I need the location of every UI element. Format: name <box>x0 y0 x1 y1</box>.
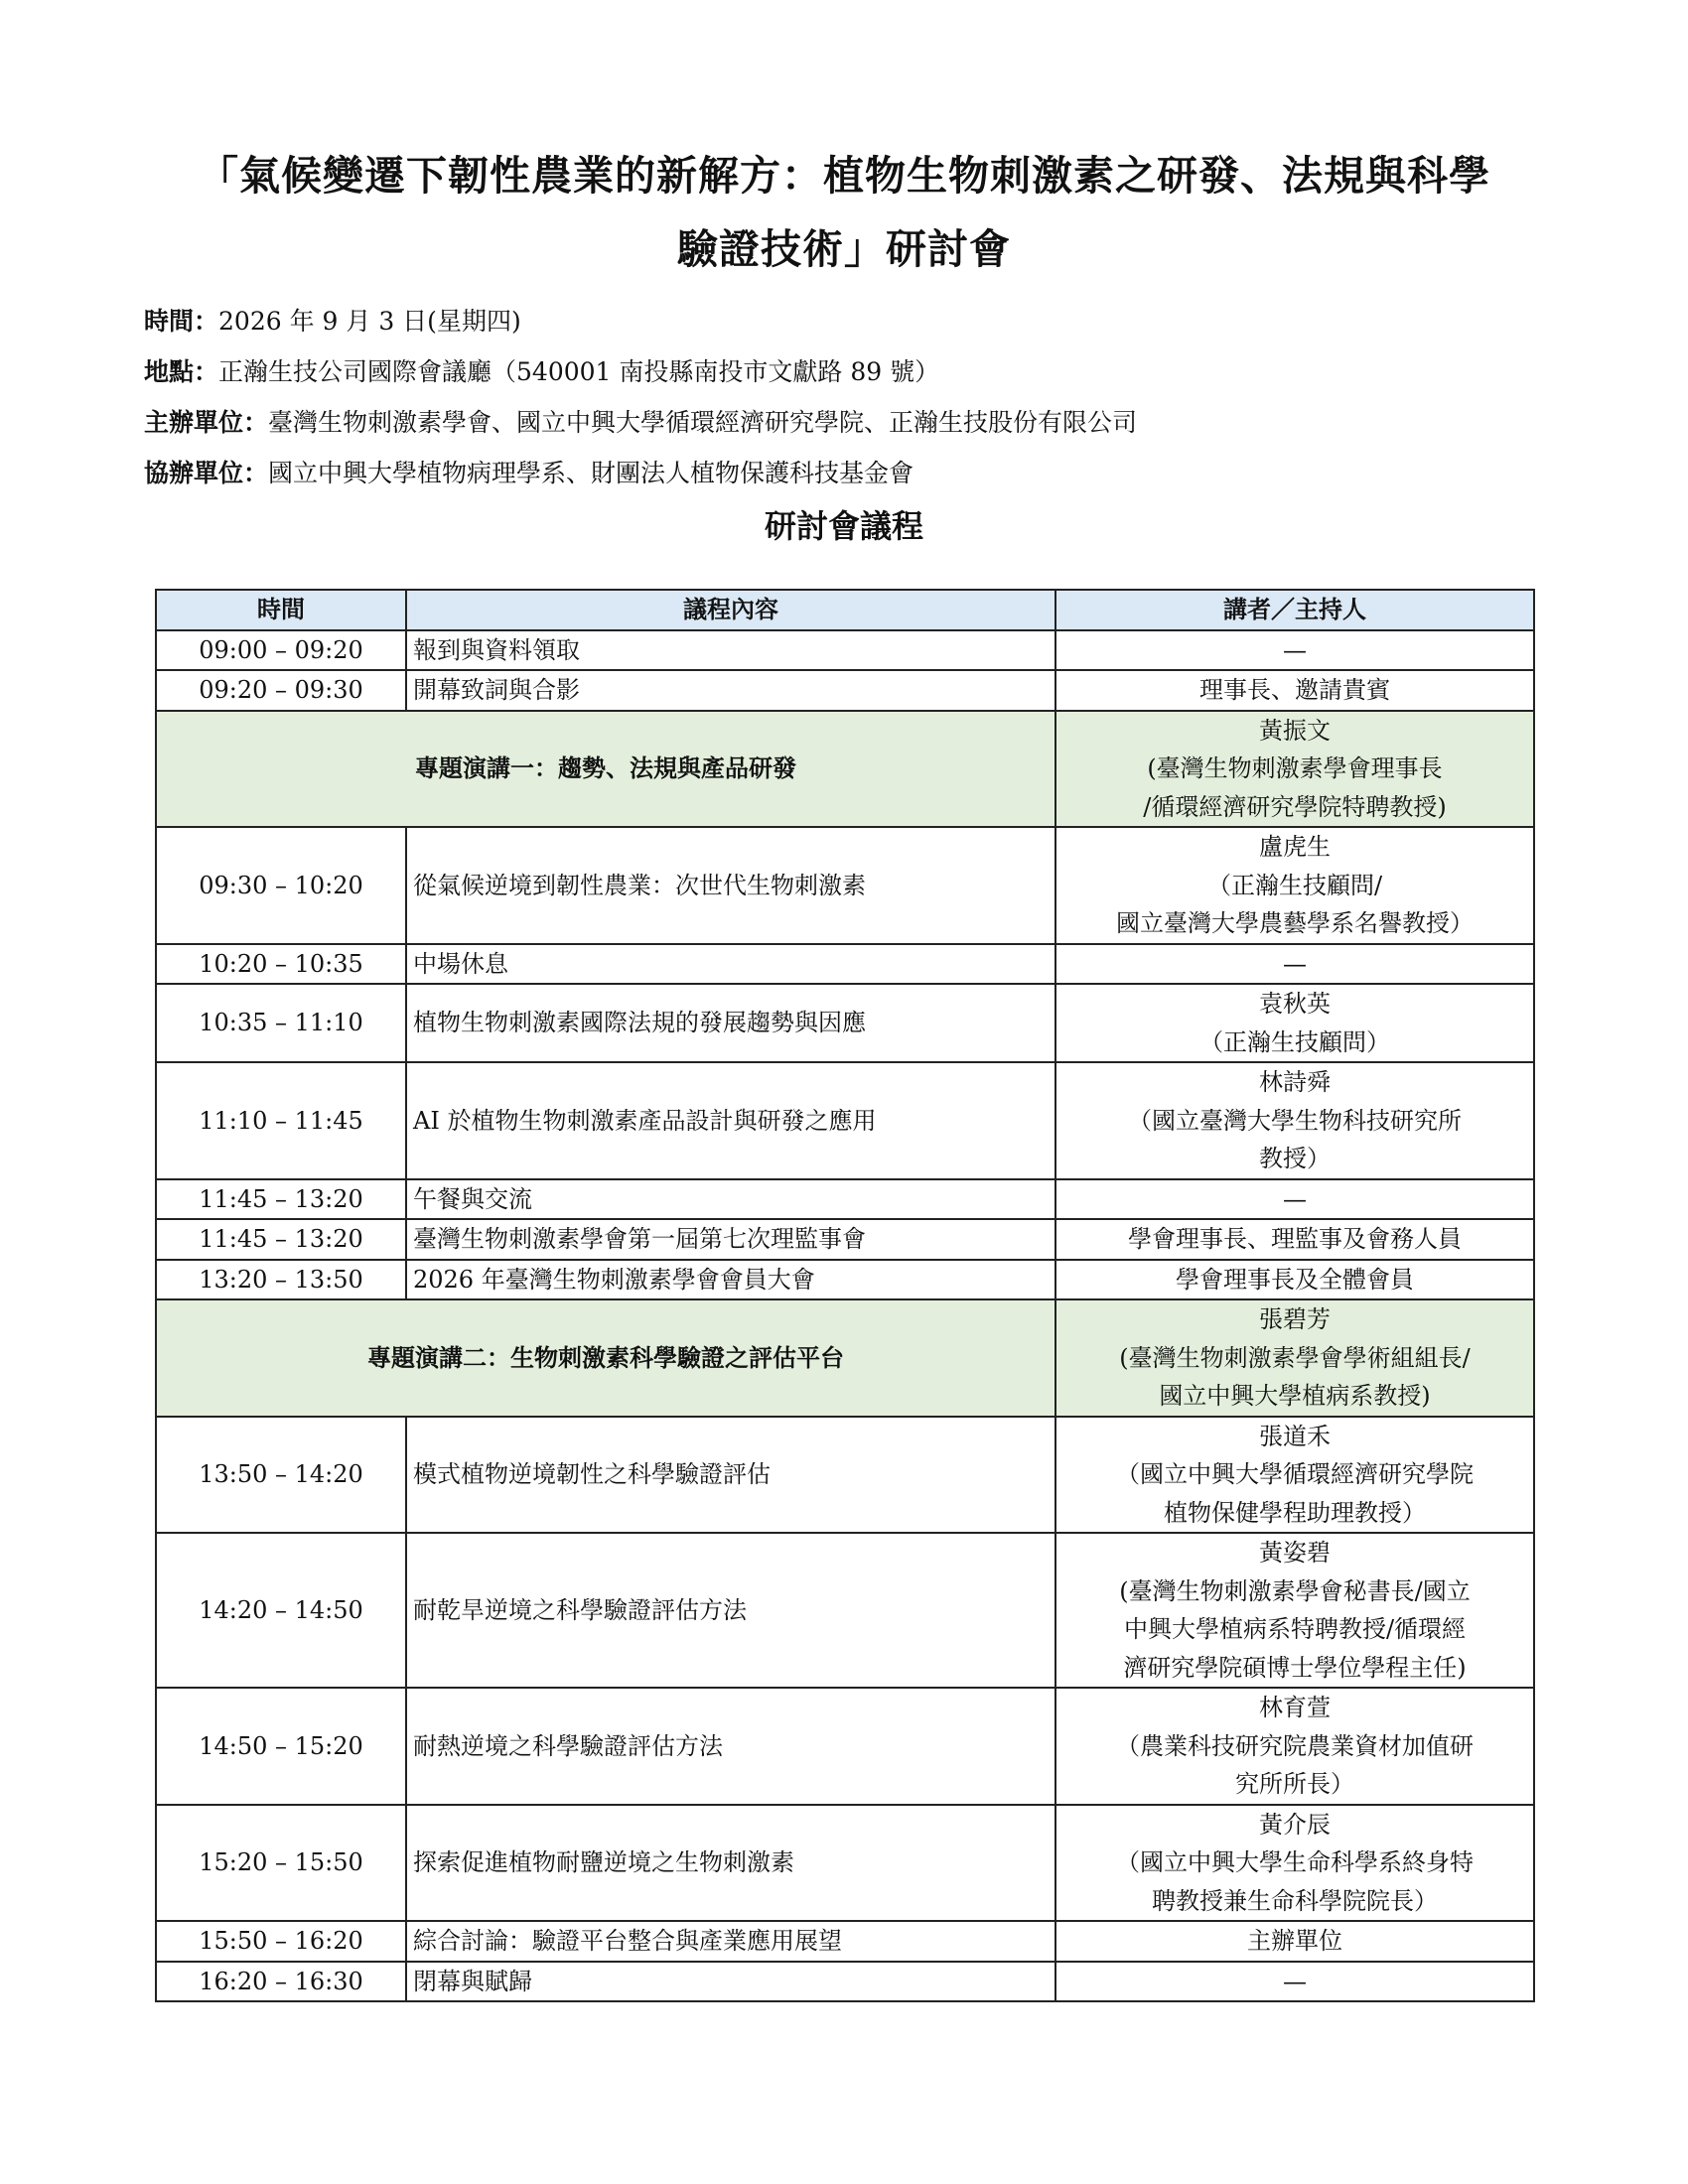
table-row <box>156 944 1534 985</box>
speaker-affiliation: （國立中興大學生命科學系終身特 <box>1116 1848 1474 1876</box>
agenda-table <box>155 589 1535 2002</box>
speaker-affiliation: /循環經濟研究學院特聘教授) <box>1143 792 1447 821</box>
session-topic: 2026 年臺灣生物刺激素學會會員大會 <box>406 1260 1055 1300</box>
document-title <box>149 139 1539 286</box>
info-label: 主辦單位： <box>144 408 269 437</box>
session-topic: 綜合討論：驗證平台整合與產業應用展望 <box>406 1921 1055 1962</box>
session-time: 14:20 – 14:50 <box>156 1533 406 1688</box>
session-time: 16:20 – 16:30 <box>156 1962 406 2002</box>
title-line-2: 驗證技術」研討會 <box>677 225 1011 273</box>
info-organizers <box>144 397 1554 448</box>
table-row <box>156 1533 1534 1688</box>
header-speaker: 講者／主持人 <box>1055 590 1534 630</box>
speaker-affiliation: 國立中興大學植病系教授) <box>1159 1382 1431 1410</box>
session-time: 11:10 – 11:45 <box>156 1062 406 1179</box>
info-venue <box>144 346 1554 397</box>
speaker-name: 張碧芳 <box>1259 1305 1331 1333</box>
speaker-affiliation: 教授） <box>1259 1145 1331 1172</box>
speaker-name: 林育萱 <box>1259 1694 1331 1721</box>
session-time: 11:45 – 13:20 <box>156 1219 406 1260</box>
table-row <box>156 670 1534 711</box>
session-speaker <box>1055 711 1534 828</box>
speaker-name: 理事長、邀請貴賓 <box>1199 676 1390 704</box>
session-time: 13:50 – 14:20 <box>156 1417 406 1534</box>
session-time: 14:50 – 15:20 <box>156 1688 406 1805</box>
header-topic: 議程內容 <box>406 590 1055 630</box>
speaker-name: 張道禾 <box>1259 1422 1331 1450</box>
session-topic: 模式植物逆境韌性之科學驗證評估 <box>406 1417 1055 1534</box>
session-speaker <box>1055 827 1534 944</box>
speaker-affiliation: 中興大學植病系特聘教授/循環經 <box>1123 1615 1467 1643</box>
title-line-1: 「氣候變遷下韌性農業的新解方：植物生物刺激素之研發、法規與科學 <box>198 152 1490 200</box>
speaker-name: 學會理事長及全體會員 <box>1176 1265 1414 1294</box>
session-topic: 植物生物刺激素國際法規的發展趨勢與因應 <box>406 984 1055 1062</box>
section-title: 專題演講一：趨勢、法規與產品研發 <box>156 711 1055 828</box>
speaker-name: 學會理事長、理監事及會務人員 <box>1128 1225 1462 1253</box>
session-time: 09:00 – 09:20 <box>156 630 406 671</box>
session-topic: 報到與資料領取 <box>406 630 1055 671</box>
info-label: 時間： <box>144 307 219 336</box>
speaker-name: 林詩舜 <box>1259 1068 1331 1096</box>
speaker-affiliation: 國立臺灣大學農藝學系名譽教授） <box>1116 909 1474 937</box>
agenda-body <box>156 630 1534 2002</box>
session-topic: AI 於植物生物刺激素產品設計與研發之應用 <box>406 1062 1055 1179</box>
speaker-name: 主辦單位 <box>1247 1927 1342 1955</box>
info-co-organizers <box>144 448 1554 498</box>
speaker-affiliation: 究所所長） <box>1235 1770 1354 1798</box>
session-time: 10:20 – 10:35 <box>156 944 406 985</box>
speaker-name: 黃姿碧 <box>1259 1539 1331 1567</box>
session-speaker <box>1055 1805 1534 1922</box>
header-time: 時間 <box>156 590 406 630</box>
session-speaker <box>1055 984 1534 1062</box>
table-row <box>156 1179 1534 1220</box>
info-value: 國立中興大學植物病理學系、財團法人植物保護科技基金會 <box>268 459 914 487</box>
speaker-affiliation: 濟研究學院碩博士學位學程主任) <box>1123 1653 1467 1682</box>
speaker-affiliation: （國立中興大學循環經濟研究學院 <box>1116 1460 1474 1488</box>
info-value: 正瀚生技公司國際會議廳（540001 南投縣南投市文獻路 89 號） <box>218 357 940 386</box>
info-value: 臺灣生物刺激素學會、國立中興大學循環經濟研究學院、正瀚生技股份有限公司 <box>268 408 1138 437</box>
table-row <box>156 1688 1534 1805</box>
speaker-name: 盧虎生 <box>1259 833 1331 861</box>
session-speaker <box>1055 1179 1534 1220</box>
table-row <box>156 827 1534 944</box>
speaker-affiliation: (臺灣生物刺激素學會理事長 <box>1147 754 1443 782</box>
info-label: 協辦單位： <box>144 459 269 487</box>
session-speaker <box>1055 1921 1534 1962</box>
session-topic: 開幕致詞與合影 <box>406 670 1055 711</box>
session-speaker <box>1055 1062 1534 1179</box>
speaker-name: — <box>1283 949 1307 978</box>
session-topic: 耐乾旱逆境之科學驗證評估方法 <box>406 1533 1055 1688</box>
table-row <box>156 1417 1534 1534</box>
speaker-name: — <box>1283 1967 1307 1995</box>
session-speaker <box>1055 630 1534 671</box>
session-topic: 中場休息 <box>406 944 1055 985</box>
table-row <box>156 984 1534 1062</box>
session-time: 11:45 – 13:20 <box>156 1179 406 1220</box>
session-time: 09:20 – 09:30 <box>156 670 406 711</box>
session-speaker <box>1055 1299 1534 1417</box>
info-time <box>144 296 1554 346</box>
speaker-affiliation: 植物保健學程助理教授） <box>1164 1498 1426 1527</box>
event-info <box>144 296 1554 498</box>
session-topic: 探索促進植物耐鹽逆境之生物刺激素 <box>406 1805 1055 1922</box>
session-speaker <box>1055 1260 1534 1300</box>
session-topic: 閉幕與賦歸 <box>406 1962 1055 2002</box>
session-topic: 臺灣生物刺激素學會第一屆第七次理監事會 <box>406 1219 1055 1260</box>
table-row <box>156 1962 1534 2002</box>
session-speaker <box>1055 1219 1534 1260</box>
session-time: 13:20 – 13:50 <box>156 1260 406 1300</box>
info-label: 地點： <box>144 357 219 386</box>
session-time: 10:35 – 11:10 <box>156 984 406 1062</box>
session-speaker <box>1055 670 1534 711</box>
speaker-name: 黃介辰 <box>1259 1810 1331 1839</box>
table-row <box>156 1219 1534 1260</box>
speaker-affiliation: （農業科技研究院農業資材加值研 <box>1116 1731 1474 1760</box>
section-title: 專題演講二：生物刺激素科學驗證之評估平台 <box>156 1299 1055 1417</box>
session-topic: 午餐與交流 <box>406 1179 1055 1220</box>
session-topic: 耐熱逆境之科學驗證評估方法 <box>406 1688 1055 1805</box>
table-row <box>156 1921 1534 1962</box>
speaker-name: 袁秋英 <box>1259 990 1331 1018</box>
session-topic: 從氣候逆境到韌性農業：次世代生物刺激素 <box>406 827 1055 944</box>
table-row <box>156 1805 1534 1922</box>
session-time: 15:20 – 15:50 <box>156 1805 406 1922</box>
speaker-affiliation: (臺灣生物刺激素學會學術組組長/ <box>1119 1343 1471 1372</box>
speaker-affiliation: （正瀚生技顧問） <box>1199 1027 1390 1056</box>
session-speaker <box>1055 1962 1534 2002</box>
section-row <box>156 711 1534 828</box>
table-header-row <box>156 590 1534 630</box>
session-time: 09:30 – 10:20 <box>156 827 406 944</box>
session-speaker <box>1055 1417 1534 1534</box>
session-time: 15:50 – 16:20 <box>156 1921 406 1962</box>
section-row <box>156 1299 1534 1417</box>
table-row <box>156 630 1534 671</box>
table-row <box>156 1260 1534 1300</box>
speaker-affiliation: (臺灣生物刺激素學會秘書長/國立 <box>1119 1576 1471 1605</box>
speaker-affiliation: （正瀚生技顧問/ <box>1206 871 1383 899</box>
info-value: 2026 年 9 月 3 日(星期四) <box>218 307 521 336</box>
speaker-affiliation: （國立臺灣大學生物科技研究所 <box>1128 1106 1462 1135</box>
speaker-name: — <box>1283 1184 1307 1213</box>
table-row <box>156 1062 1534 1179</box>
session-speaker <box>1055 1688 1534 1805</box>
agenda-heading: 研討會議程 <box>764 507 923 545</box>
session-speaker <box>1055 1533 1534 1688</box>
speaker-name: — <box>1283 635 1307 664</box>
speaker-affiliation: 聘教授兼生命科學院院長） <box>1152 1886 1438 1915</box>
speaker-name: 黃振文 <box>1259 716 1331 745</box>
session-speaker <box>1055 944 1534 985</box>
